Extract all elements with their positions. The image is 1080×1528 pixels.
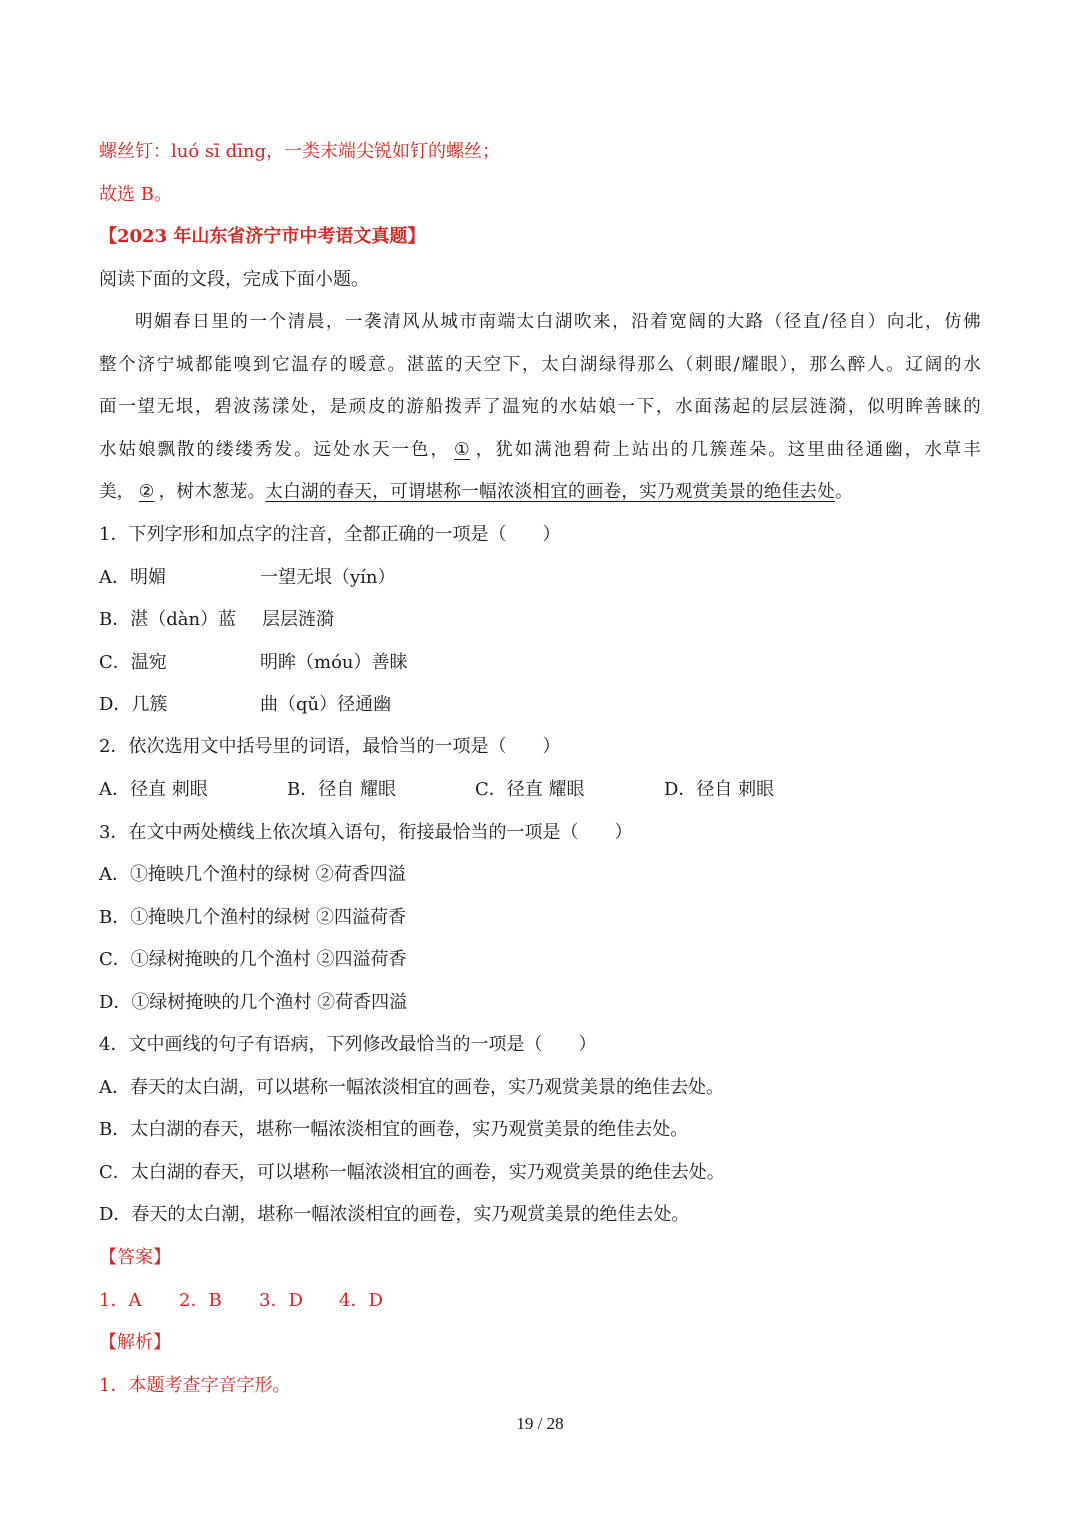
q1-option-b: B．湛（dàn）蓝 层层涟漪 — [99, 609, 334, 630]
underlined-sentence: 太白湖的春天，可谓堪称一幅浓淡相宜的画卷，实乃观赏美景的绝佳去处 — [265, 482, 836, 502]
section-title: 【2023 年山东省济宁市中考语文真题】 — [99, 226, 426, 247]
q1-option-a: A．明媚 一望无垠（yín） — [99, 567, 396, 588]
blank-1: ① — [454, 440, 470, 460]
question-1-stem: 1．下列字形和加点字的注音，全都正确的一项是（ ） — [99, 524, 561, 545]
answer-2: 2．B — [179, 1290, 222, 1311]
q1-option-c: C．温宛 明眸（móu）善睐 — [99, 652, 408, 673]
q2-option-c: C．径直 耀眼 — [475, 779, 585, 800]
q2-option-a: A．径直 刺眼 — [99, 779, 208, 800]
q4-option-b: B．太白湖的春天，堪称一幅浓淡相宜的画卷，实乃观赏美景的绝佳去处。 — [99, 1119, 689, 1140]
passage-line-3: 面一望无垠，碧波荡漾处，是顽皮的游船拨弄了温宛的水姑娘一下，水面荡起的层层涟漪，似明眸善睐的 — [99, 397, 981, 417]
passage-line-2: 整个济宁城都能嗅到它温存的暖意。湛蓝的天空下，太白湖绿得那么（刺眼/耀眼），那么醉人。辽阔的水 — [99, 355, 981, 375]
passage-line-1: 明媚春日里的一个清晨，一袭清风从城市南端太白湖吹来，沿着宽阔的大路（径直/径自）向北，仿佛 — [135, 312, 981, 332]
blank-2: ② — [138, 482, 155, 502]
previous-answer-line: 螺丝钉：luó sī dīng，一类末端尖锐如钉的螺丝； — [99, 141, 501, 162]
q2-option-d: D．径自 刺眼 — [664, 779, 775, 800]
analysis-title: 【解析】 — [99, 1332, 171, 1353]
passage-line-5: 美， ② ，树木葱茏。太白湖的春天，可谓堪称一幅浓淡相宜的画卷，实乃观赏美景的绝佳去处。 — [99, 482, 853, 502]
previous-answer-choice: 故选 B。 — [99, 184, 172, 205]
q4-option-d: D．春天的太白潮，堪称一幅浓淡相宜的画卷，实乃观赏美景的绝佳去处。 — [99, 1204, 690, 1225]
q3-option-d: D．①绿树掩映的几个渔村 ②荷香四溢 — [99, 992, 408, 1013]
answer-4: 4．D — [339, 1290, 383, 1311]
q1-option-d: D．几簇 曲（qǔ）径通幽 — [99, 694, 392, 715]
q4-option-c: C．太白湖的春天，可以堪称一幅浓淡相宜的画卷，实乃观赏美景的绝佳去处。 — [99, 1162, 725, 1183]
answer-title: 【答案】 — [99, 1247, 171, 1268]
question-2-stem: 2．依次选用文中括号里的词语，最恰当的一项是（ ） — [99, 736, 561, 757]
instruction: 阅读下面的文段，完成下面小题。 — [99, 269, 369, 290]
q3-option-c: C．①绿树掩映的几个渔村 ②四溢荷香 — [99, 949, 407, 970]
page-number: 19 / 28 — [516, 1414, 564, 1433]
passage-line-4: 水姑娘飘散的缕缕秀发。远处水天一色， ① ，犹如满池碧荷上站出的几簇莲朵。这里曲径通幽，水草丰 — [99, 440, 981, 460]
q3-option-b: B．①掩映几个渔村的绿树 ②四溢荷香 — [99, 907, 406, 928]
answer-3: 3．D — [259, 1290, 303, 1311]
analysis-first-line: 1．本题考查字音字形。 — [99, 1375, 291, 1396]
question-4-stem: 4．文中画线的句子有语病，下列修改最恰当的一项是（ ） — [99, 1034, 597, 1055]
question-3-stem: 3．在文中两处横线上依次填入语句，衔接最恰当的一项是（ ） — [99, 822, 633, 843]
q4-option-a: A．春天的太白湖，可以堪称一幅浓淡相宜的画卷，实乃观赏美景的绝佳去处。 — [99, 1077, 724, 1098]
q3-option-a: A．①掩映几个渔村的绿树 ②荷香四溢 — [99, 864, 406, 885]
answer-1: 1．A — [99, 1290, 142, 1311]
q2-option-b: B．径自 耀眼 — [287, 779, 396, 800]
